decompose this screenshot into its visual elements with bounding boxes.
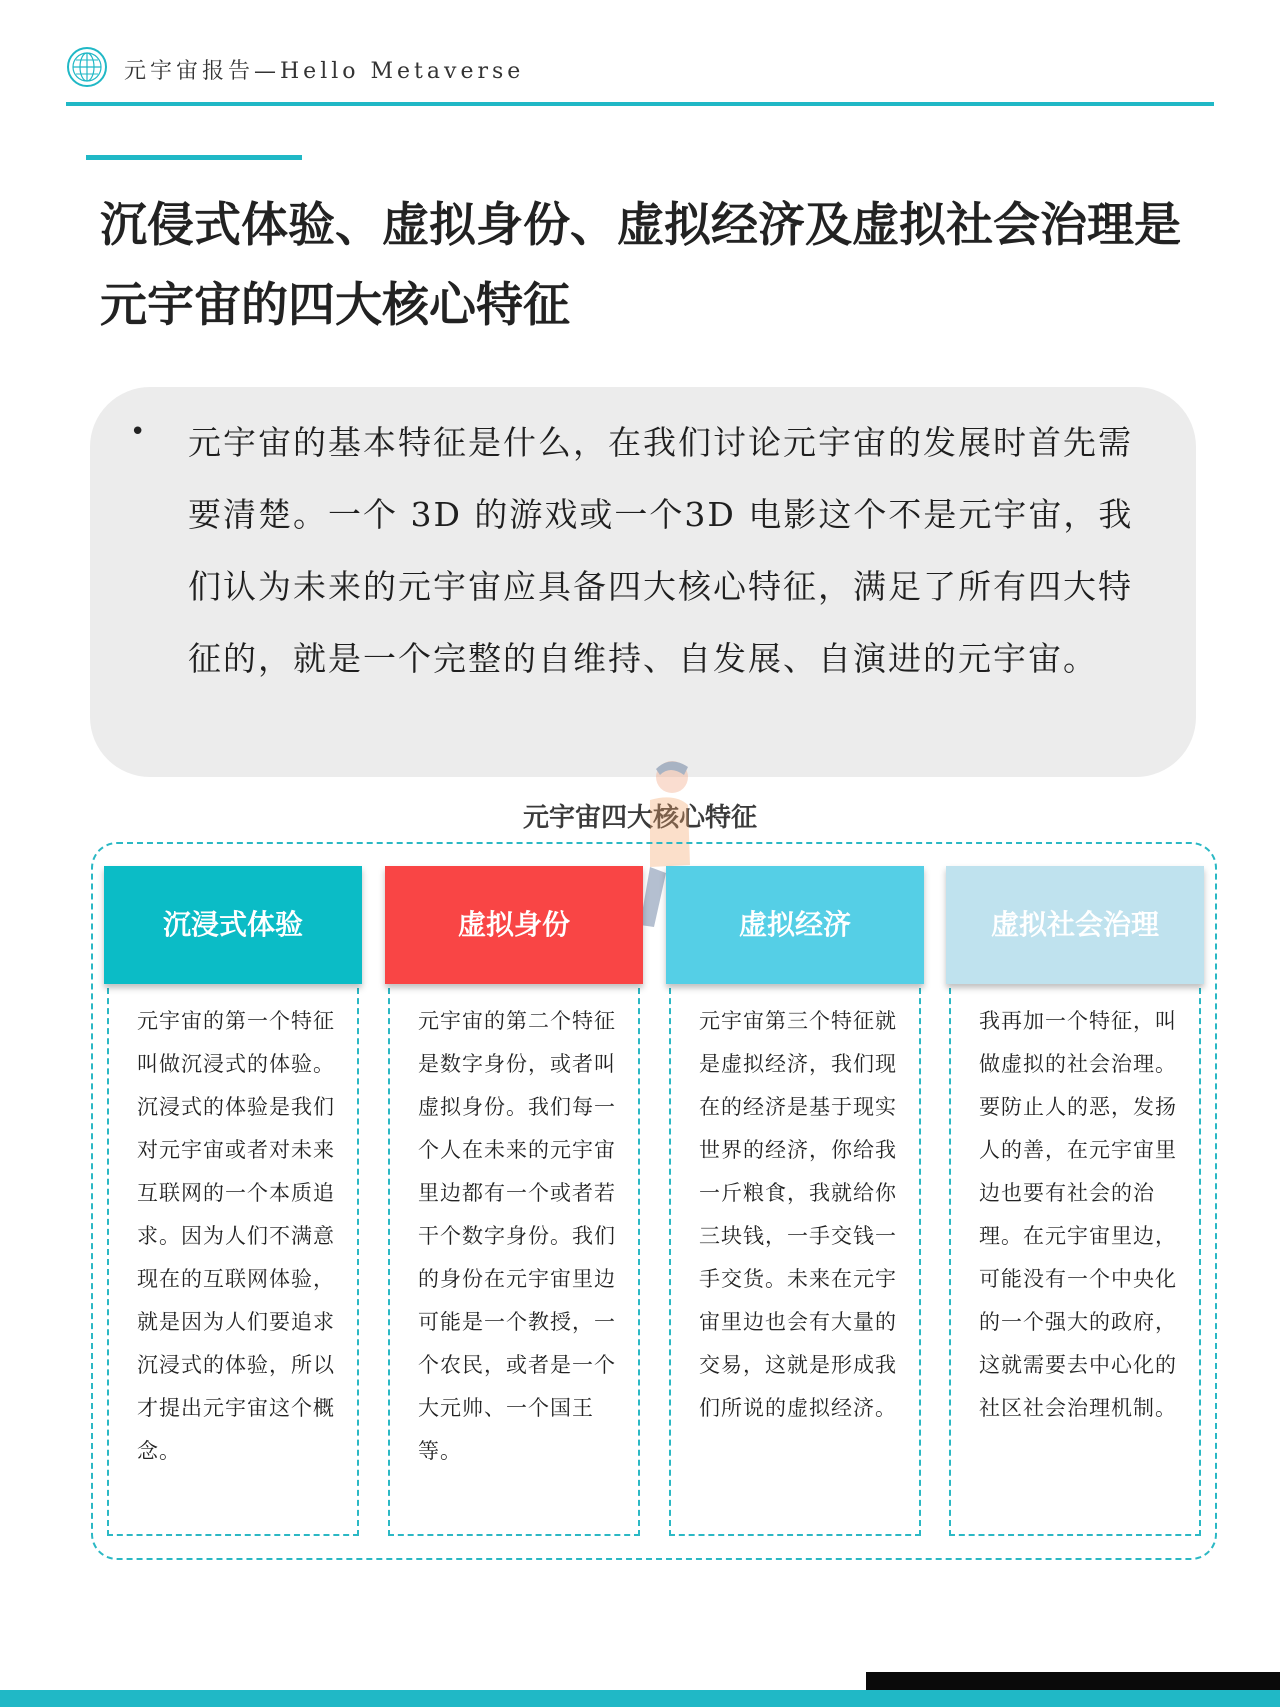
page-title: 沉侵式体验、虚拟身份、虚拟经济及虚拟社会治理是元宇宙的四大核心特征 (100, 198, 1181, 333)
feature-heading: 虚拟经济 (666, 866, 924, 984)
feature-card-economy (666, 866, 924, 1536)
page-header (66, 46, 1214, 106)
header-divider (66, 102, 1214, 106)
feature-card-governance (946, 866, 1204, 1536)
report-header-title: 元宇宙报告—Hello Metaverse (124, 59, 525, 84)
feature-description: 元宇宙第三个特征就是虚拟经济，我们现在的经济是基于现实世界的经济，你给我一斤粮食，我就给你三块钱，一手交钱一手交货。未来在元宇宙里边也会有大量的交易，这就是形成我们所说的虚拟经济。 (699, 1009, 897, 1420)
feature-heading: 沉浸式体验 (104, 866, 362, 984)
diagram-title: 元宇宙四大核心特征 (522, 803, 757, 833)
feature-body (107, 978, 359, 1536)
feature-body (949, 978, 1201, 1536)
bullet-marker: • (130, 417, 146, 447)
feature-card-identity (385, 866, 643, 1536)
feature-body (388, 978, 640, 1536)
feature-card-immersive (104, 866, 362, 1536)
feature-description: 我再加一个特征，叫做虚拟的社会治理。要防止人的恶，发扬人的善，在元宇宙里边也要有社会的治理。在元宇宙里边，可能没有一个中央化的一个强大的政府，这就需要去中心化的社区社会治理机制。 (979, 1009, 1177, 1420)
intro-callout (90, 387, 1196, 777)
feature-heading: 虚拟身份 (385, 866, 643, 984)
title-accent-bar (86, 155, 302, 160)
feature-description: 元宇宙的第二个特征是数字身份，或者叫虚拟身份。我们每一个人在未来的元宇宙里边都有一个或者若干个数字身份。我们的身份在元宇宙里边可能是一个教授，一个农民，或者是一个大元帅、一个国王等。 (418, 1009, 616, 1463)
feature-body (669, 978, 921, 1536)
globe-grid-icon (66, 46, 108, 88)
footer-bar-dark (866, 1672, 1280, 1690)
footer-bar-accent (0, 1690, 1280, 1707)
intro-paragraph: 元宇宙的基本特征是什么，在我们讨论元宇宙的发展时首先需要清楚。一个 3D 的游戏或一个3D 电影这个不是元宇宙，我们认为未来的元宇宙应具备四大核心特征，满足了所有四大特征的，就是一个完整的自维持、自发展、自演进的元宇宙。 (188, 423, 1134, 678)
feature-description: 元宇宙的第一个特征叫做沉浸式的体验。沉浸式的体验是我们对元宇宙或者对未来互联网的一个本质追求。因为人们不满意现在的互联网体验，就是因为人们要追求沉浸式的体验，所以才提出元宇宙这个概念。 (137, 1009, 335, 1463)
feature-heading: 虚拟社会治理 (946, 866, 1204, 984)
